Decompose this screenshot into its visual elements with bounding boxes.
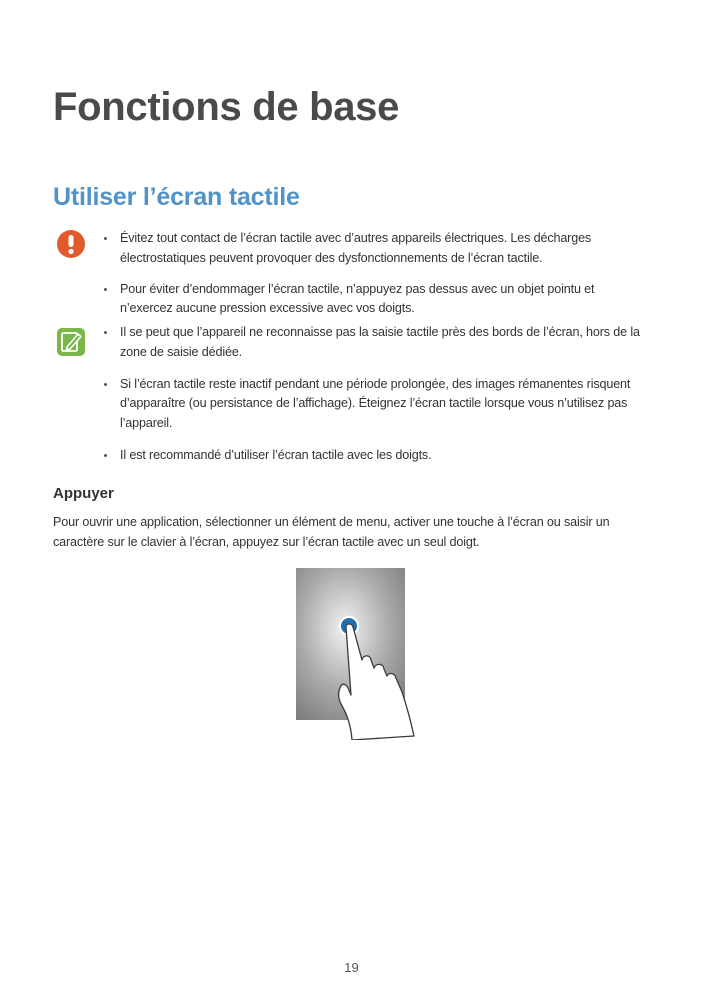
- note-list: [104, 323, 644, 466]
- warning-text: Pour éviter d’endommager l’écran tactile, n’appuyez pas dessus avec un objet pointu et n’exercez aucune pression excessive avec vos doigts.: [120, 281, 595, 316]
- bullet-icon: [104, 237, 107, 240]
- note-text: Il se peut que l’appareil ne reconnaisse pas la saisie tactile près des bords de l’écran, hors de la zone de saisie dédiée.: [120, 325, 640, 359]
- bullet-icon: [104, 288, 107, 291]
- note-text: Si l’écran tactile reste inactif pendant une période prolongée, des images rémanentes risquent d’apparaître (ou persistance de l’affichage). Éteignez l’écran tactile lorsque vous n’utilisez pas l’appareil.: [120, 376, 631, 431]
- section-title: Utiliser l’écran tactile: [53, 183, 300, 211]
- warning-list: [104, 229, 644, 319]
- note-icon: [56, 327, 86, 357]
- bullet-icon: [104, 454, 107, 457]
- list-item: [104, 280, 644, 320]
- page-number: 19: [344, 960, 359, 975]
- list-item: [104, 229, 644, 269]
- note-text: Il est recommandé d’utiliser l’écran tactile avec les doigts.: [120, 447, 432, 462]
- list-item: [104, 375, 644, 434]
- page-title: Fonctions de base: [53, 85, 400, 129]
- bullet-icon: [104, 383, 107, 386]
- tap-gesture-icon: [296, 568, 416, 740]
- warning-text: Évitez tout contact de l’écran tactile avec d’autres appareils électriques. Les décharges électrostatiques peuvent provoquer des dysfonctionnements de l’écran tactile.: [120, 231, 592, 265]
- list-item: [104, 446, 644, 466]
- tap-description: Pour ouvrir une application, sélectionner un élément de menu, activer une touche à l’écran ou saisir un caractère sur le clavier à l’écran, appuyez sur l’écran tactile avec un seul doigt.: [53, 515, 610, 549]
- bullet-icon: [104, 331, 107, 334]
- tap-heading: Appuyer: [53, 485, 114, 502]
- warning-icon: [56, 229, 86, 259]
- list-item: [104, 323, 644, 363]
